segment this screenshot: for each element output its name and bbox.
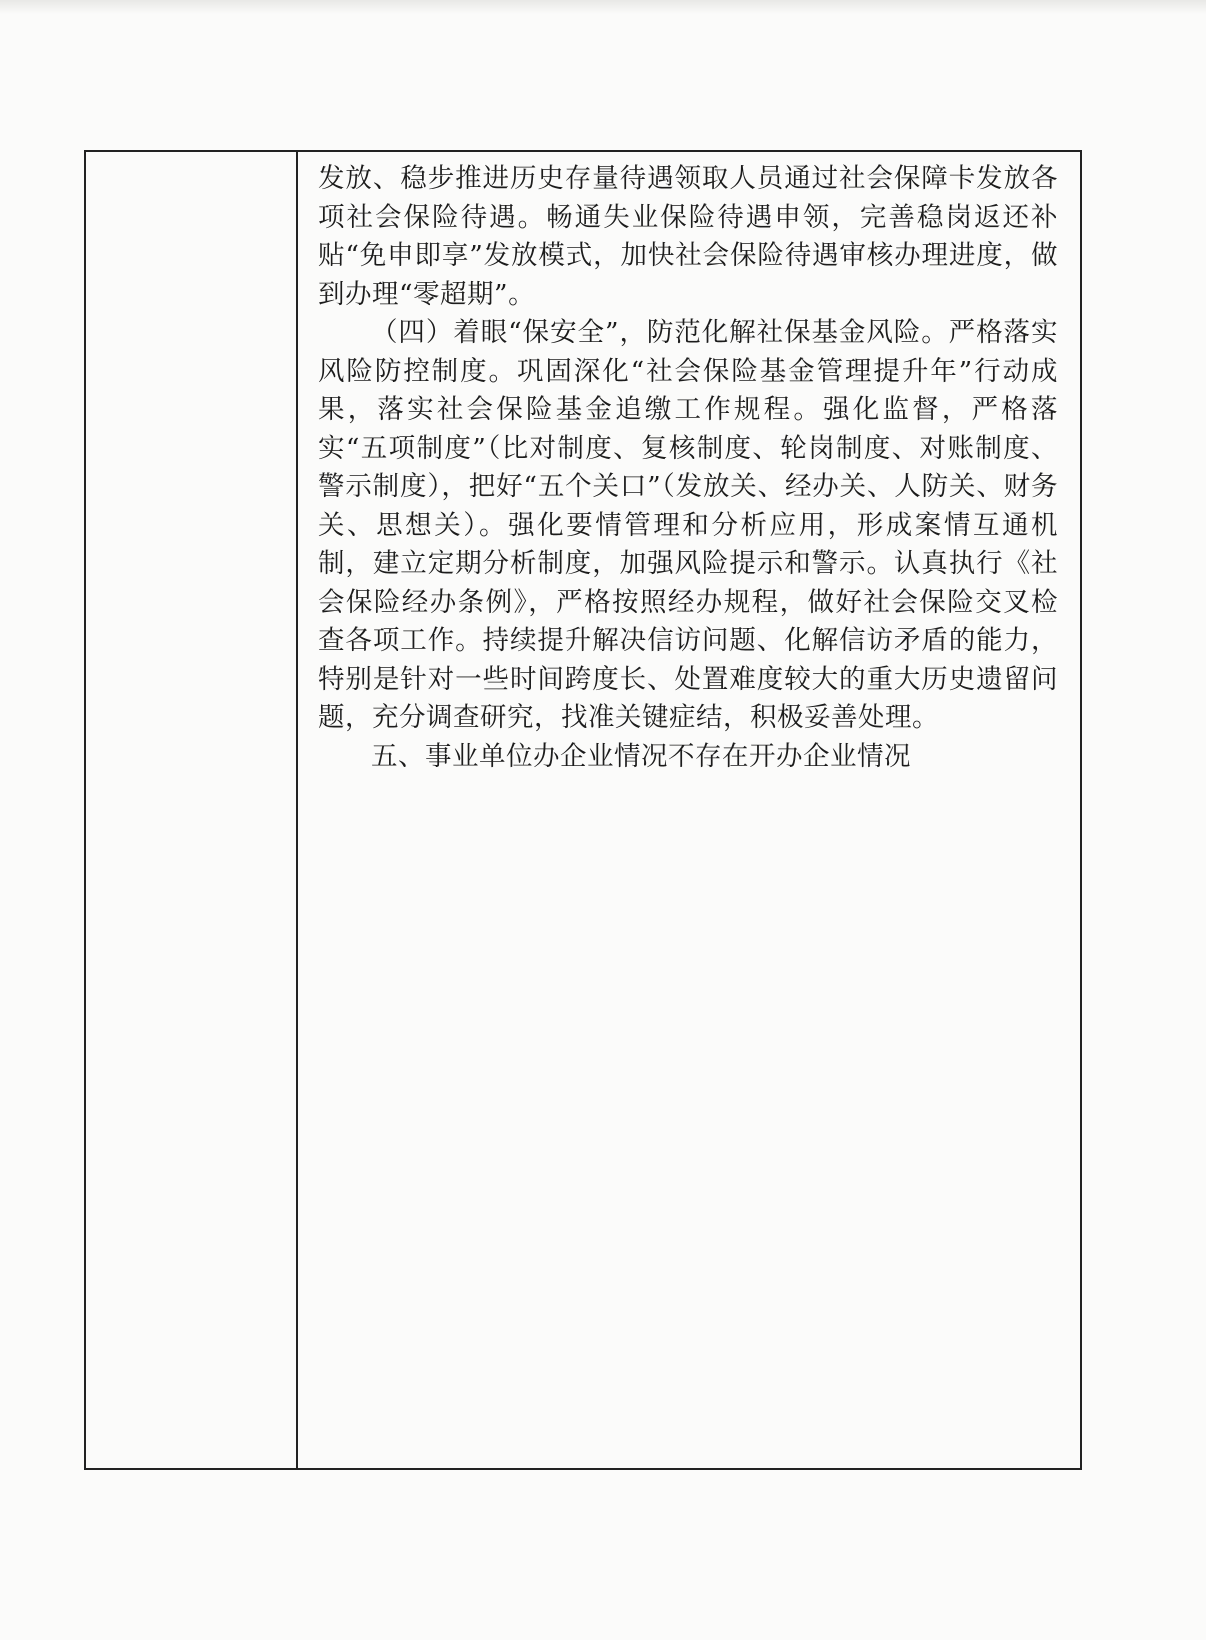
table-label-column <box>86 152 298 1468</box>
paragraph-section-four: （四）着眼“保安全”，防范化解社保基金风险。严格落实风险防控制度。巩固深化“社会保险基金管理提升年”行动成果，落实社会保险基金追缴工作规程。强化监督，严格落实“五项制度”（比对制度、复核制度、轮岗制度、对账制度、警示制度），把好“五个关口”（发放关、经办关、人防关、财务关、思想关）。强化要情管理和分析应用，形成案情互通机制，建立定期分析制度，加强风险提示和警示。认真执行《社会保险经办条例》，严格按照经办规程，做好社会保险交叉检查各项工作。持续提升解决信访问题、化解信访矛盾的能力，特别是针对一些时间跨度长、处置难度较大的重大历史遗留问题，充分调查研究，找准关键症结，积极妥善处理。 <box>318 317 1058 733</box>
table-content-cell <box>318 160 1058 776</box>
scan-edge-shadow <box>0 0 1206 14</box>
form-table <box>84 150 1082 1470</box>
paragraph-continuation: 发放、稳步推进历史存量待遇领取人员通过社会保障卡发放各项社会保险待遇。畅通失业保险待遇申领，完善稳岗返还补贴“免申即享”发放模式，加快社会保险待遇审核办理进度，做到办理“零超期”。 <box>318 163 1058 310</box>
paragraph-section-five: 五、事业单位办企业情况不存在开办企业情况 <box>371 740 911 772</box>
